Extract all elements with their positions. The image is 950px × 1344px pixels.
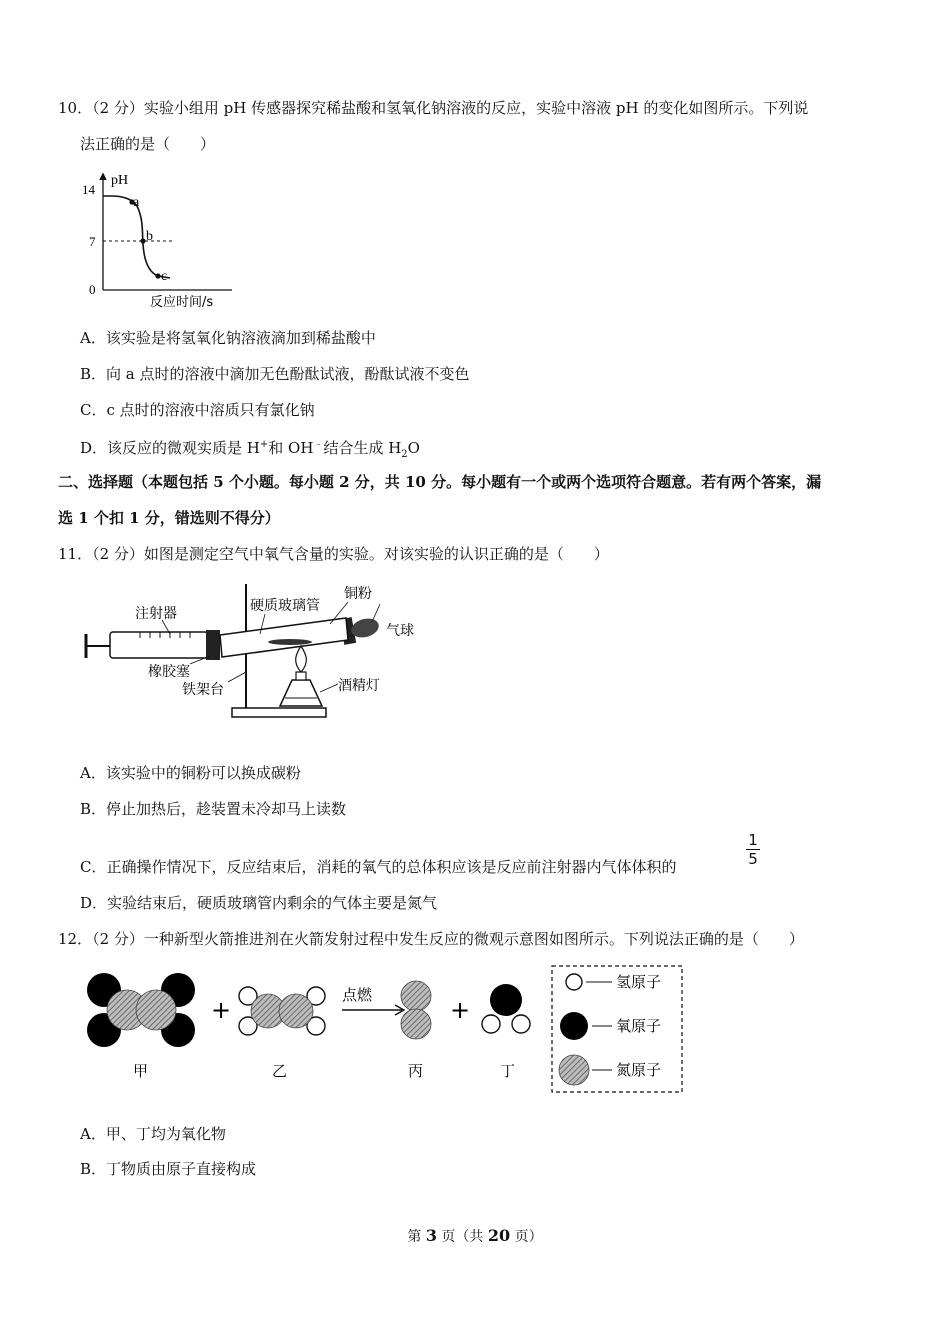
copper-powder bbox=[268, 639, 312, 645]
q10-stem-line1: 10．（2 分）实验小组用 pH 传感器探究稀盐酸和氢氧化钠溶液的反应，实验中溶液 pH 的变化如图所示。下列说 bbox=[58, 99, 809, 117]
q10-option-d: D．该反应的微观实质是 H+和 OH﹣结合生成 $H_2O$ bbox=[80, 439, 420, 460]
plus-2: + bbox=[450, 996, 471, 1024]
legend-h-symbol bbox=[566, 974, 582, 990]
ph-point-b bbox=[140, 238, 145, 243]
molecule-bing bbox=[401, 981, 431, 1039]
label-jia: 甲 bbox=[133, 1062, 149, 1080]
one-fifth-fraction: 1 5 bbox=[746, 832, 760, 867]
legend-o-symbol bbox=[560, 1012, 588, 1040]
section2-heading-line2: 选 1 个扣 1 分，错选则不得分） bbox=[58, 509, 280, 527]
molecule-ding bbox=[482, 984, 530, 1033]
q11-option-c: C．正确操作情况下，反应结束后，消耗的氧气的总体积应该是反应前注射器内气体体积的 bbox=[80, 858, 677, 876]
label-bing: 丙 bbox=[408, 1062, 424, 1080]
section2-heading-line1: 二、选择题（本题包括 5 个小题。每小题 2 分，共 10 分。每小题有一个或两个选项符合题意。若有两个答案，漏 bbox=[58, 473, 822, 491]
legend-n-symbol bbox=[559, 1055, 589, 1085]
page-number: 3 bbox=[425, 1226, 437, 1245]
q10-option-a: A．该实验是将氢氧化钠溶液滴加到稀盐酸中 bbox=[80, 329, 376, 347]
syringe-barrel bbox=[110, 632, 208, 658]
ph-label-b: b bbox=[146, 229, 153, 244]
label-balloon: 气球 bbox=[386, 623, 414, 639]
apparatus-figure bbox=[80, 580, 430, 725]
ph-curve-figure bbox=[82, 168, 242, 310]
ph-point-c bbox=[155, 273, 160, 278]
q12-stem: 12．（2 分）一种新型火箭推进剂在火箭发射过程中发生反应的微观示意图如图所示。下列说法正确的是（ ） bbox=[58, 930, 804, 948]
plus-1: + bbox=[211, 996, 232, 1024]
q10-stem-line2: 法正确的是（ ） bbox=[80, 135, 216, 153]
q11-option-a: A．该实验中的铜粉可以换成碳粉 bbox=[80, 764, 301, 782]
micro-reaction-figure bbox=[80, 960, 700, 1100]
molecule-jia bbox=[87, 973, 195, 1047]
glass-tube bbox=[220, 618, 348, 657]
page-footer: 第 3 页（共 20 页） bbox=[407, 1226, 543, 1245]
page-total: 20 bbox=[487, 1226, 511, 1245]
stand-base bbox=[232, 708, 326, 717]
ph-tick-14: 14 bbox=[82, 182, 95, 197]
reaction-condition: 点燃 bbox=[342, 986, 373, 1004]
label-ding: 丁 bbox=[500, 1062, 516, 1080]
label-glass-tube: 硬质玻璃管 bbox=[250, 598, 320, 614]
label-lamp: 酒精灯 bbox=[338, 678, 380, 694]
rubber-stopper-left bbox=[206, 630, 220, 660]
label-stopper: 橡胶塞 bbox=[148, 664, 190, 680]
ph-y-label: pH bbox=[111, 173, 129, 188]
q11-stem: 11．（2 分）如图是测定空气中氧气含量的实验。对该实验的认识正确的是（ ） bbox=[58, 545, 609, 563]
alcohol-lamp bbox=[280, 680, 322, 706]
label-stand: 铁架台 bbox=[182, 682, 224, 698]
q12-option-a: A．甲、丁均为氧化物 bbox=[80, 1125, 226, 1143]
label-syringe: 注射器 bbox=[135, 606, 177, 622]
molecule-yi bbox=[239, 987, 325, 1035]
legend-o-label: 氧原子 bbox=[616, 1017, 662, 1035]
label-copper: 铜粉 bbox=[344, 586, 372, 602]
ph-tick-7: 7 bbox=[89, 234, 96, 249]
label-yi: 乙 bbox=[272, 1062, 288, 1080]
q12-option-b: B．丁物质由原子直接构成 bbox=[80, 1160, 257, 1178]
ph-label-a: a bbox=[133, 195, 140, 210]
legend-n-label: 氮原子 bbox=[616, 1061, 662, 1079]
q11-option-b: B．停止加热后，趁装置未冷却马上读数 bbox=[80, 800, 347, 818]
q11-option-d: D．实验结束后，硬质玻璃管内剩余的气体主要是氮气 bbox=[80, 894, 438, 912]
q10-option-b: B．向 a 点时的溶液中滴加无色酚酞试液，酚酞试液不变色 bbox=[80, 365, 470, 383]
ph-tick-0: 0 bbox=[89, 282, 96, 297]
ph-x-label: 反应时间/s bbox=[150, 295, 214, 310]
lamp-flame bbox=[296, 646, 307, 672]
legend-h-label: 氢原子 bbox=[616, 973, 662, 991]
q10-option-c: C．c 点时的溶液中溶质只有氯化钠 bbox=[80, 401, 315, 419]
ph-label-c: c bbox=[161, 269, 168, 284]
